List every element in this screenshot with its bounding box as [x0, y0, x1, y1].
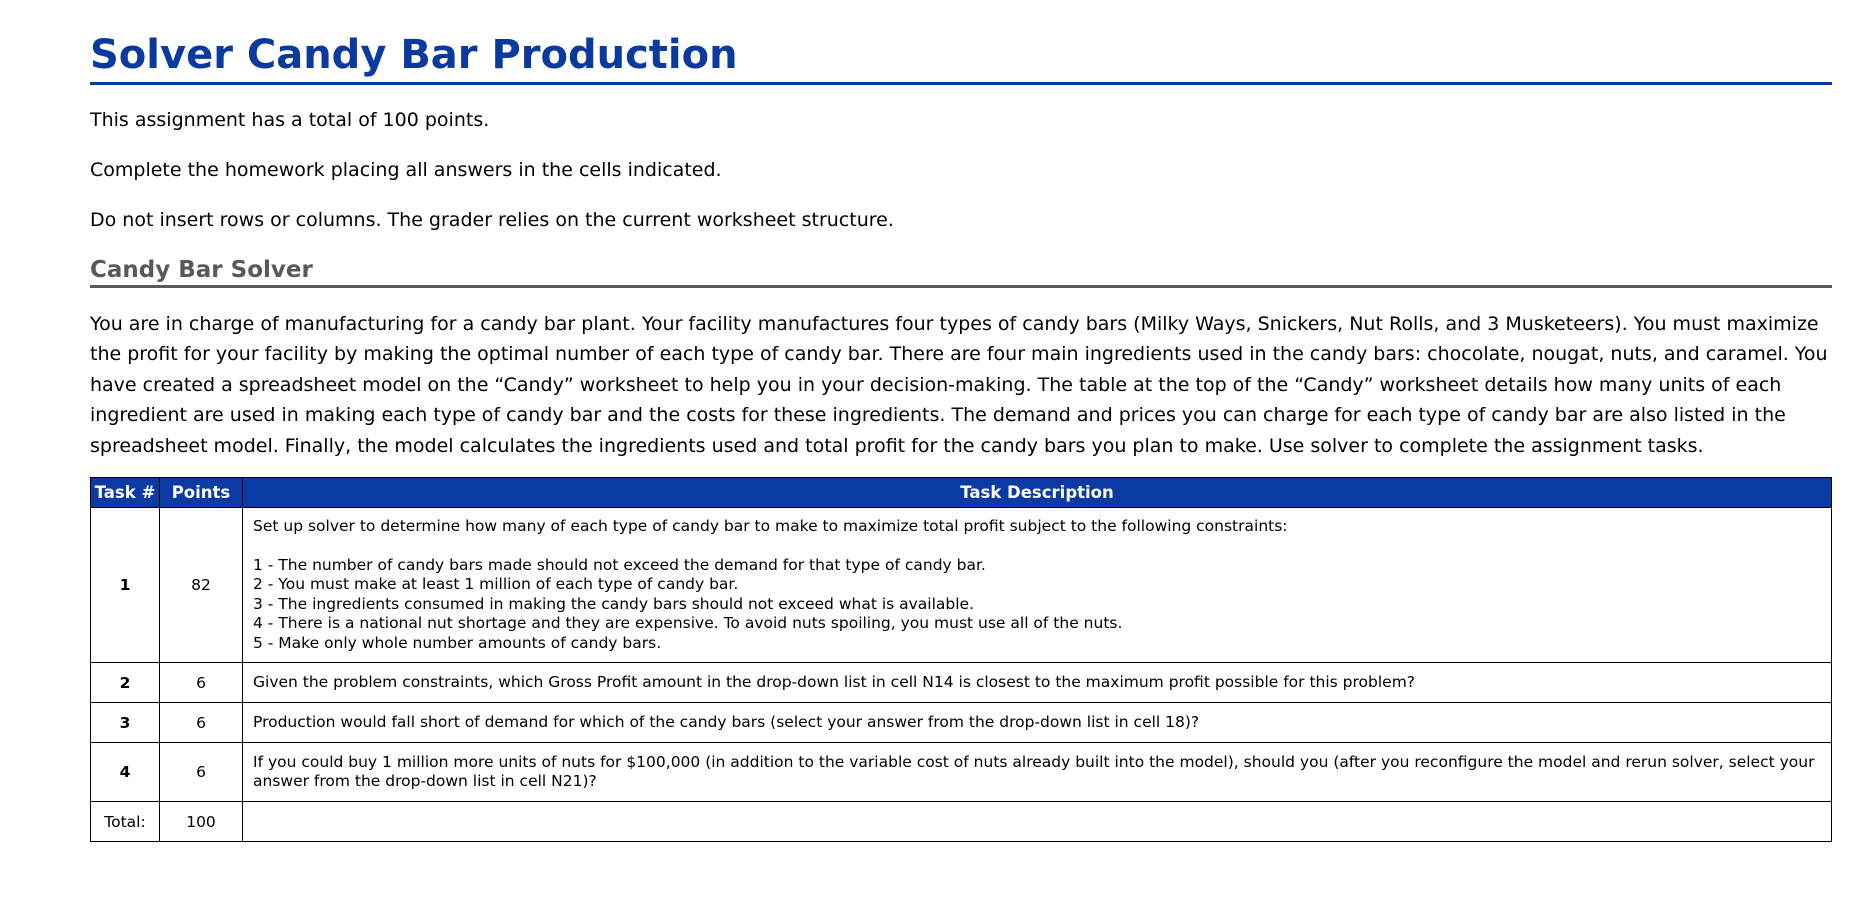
table-row — [91, 703, 1832, 743]
task-number: 1 — [91, 508, 160, 663]
task-description — [243, 508, 1832, 663]
constraint-item: 1 - The number of candy bars made should not exceed the demand for that type of candy bar. — [253, 555, 986, 574]
task-points: 82 — [160, 508, 243, 663]
task-description — [243, 743, 1832, 802]
table-row — [91, 508, 1832, 663]
task-number: 4 — [91, 743, 160, 802]
task-text: Given the problem constraints, which Gross Profit amount in the drop-down list in cell N14 is closest to the maximum profit possible for this problem? — [253, 672, 1416, 691]
task-table-header-row — [91, 478, 1832, 508]
constraint-item: 5 - Make only whole number amounts of candy bars. — [253, 633, 662, 652]
task-number: 2 — [91, 663, 160, 703]
table-row — [91, 743, 1832, 802]
total-description-empty — [243, 802, 1832, 842]
constraint-item: 2 - You must make at least 1 million of each type of candy bar. — [253, 575, 739, 594]
task-number: 3 — [91, 703, 160, 743]
page-title: Solver Candy Bar Production — [90, 28, 1832, 85]
total-row — [91, 802, 1832, 842]
task-lead-text: Set up solver to determine how many of each type of candy bar to make to maximize total profit subject to the following constraints: — [253, 517, 1288, 536]
intro-warning: Do not insert rows or columns. The grader relies on the current worksheet structure. — [90, 209, 894, 231]
task-points: 6 — [160, 703, 243, 743]
intro-instructions: Complete the homework placing all answers in the cells indicated. — [90, 159, 722, 181]
constraint-item: 3 - The ingredients consumed in making the candy bars should not exceed what is available. — [253, 594, 975, 613]
task-description — [243, 703, 1832, 743]
task-description — [243, 663, 1832, 703]
task-text: Production would fall short of demand for which of the candy bars (select your answer from the drop-down list in cell 18)? — [253, 712, 1200, 731]
total-label: Total: — [91, 802, 160, 842]
section-title: Candy Bar Solver — [90, 255, 1832, 288]
section-description: You are in charge of manufacturing for a candy bar plant. Your facility manufactures four types of candy bars (Milky Ways, Snickers, Nut Rolls, and 3 Musketeers). You must maximize the profit for your facility by making the optimal number of each type of candy bar. There are four main ingredients used in the candy bars: chocolate, nougat, nuts, and caramel. You have created a spreadsheet model on the “Candy” worksheet to help you in your decision-making. The table at the top of the “Candy” worksheet details how many units of each ingredient are used in making each type of candy bar and the costs for these ingredients. The demand and prices you can charge for each type of candy bar are also listed in the spreadsheet model. Finally, the model calculates the ingredients used and total profit for the candy bars you plan to make. Use solver to complete the assignment tasks. — [90, 313, 1828, 457]
document-page — [90, 28, 1832, 842]
intro-points: This assignment has a total of 100 points. — [90, 109, 490, 131]
header-points: Points — [160, 478, 243, 508]
header-task-number: Task # — [91, 478, 160, 508]
task-text: If you could buy 1 million more units of nuts for $100,000 (in addition to the variable cost of nuts already built into the model), should you (after you reconfigure the model and rerun solver, select your answer from the drop-down list in cell N21)? — [253, 752, 1815, 791]
task-points: 6 — [160, 663, 243, 703]
task-points: 6 — [160, 743, 243, 802]
total-points: 100 — [160, 802, 243, 842]
header-task-description: Task Description — [243, 478, 1832, 508]
constraint-item: 4 - There is a national nut shortage and they are expensive. To avoid nuts spoiling, you must use all of the nuts. — [253, 614, 1123, 633]
task-table — [90, 477, 1832, 842]
table-row — [91, 663, 1832, 703]
